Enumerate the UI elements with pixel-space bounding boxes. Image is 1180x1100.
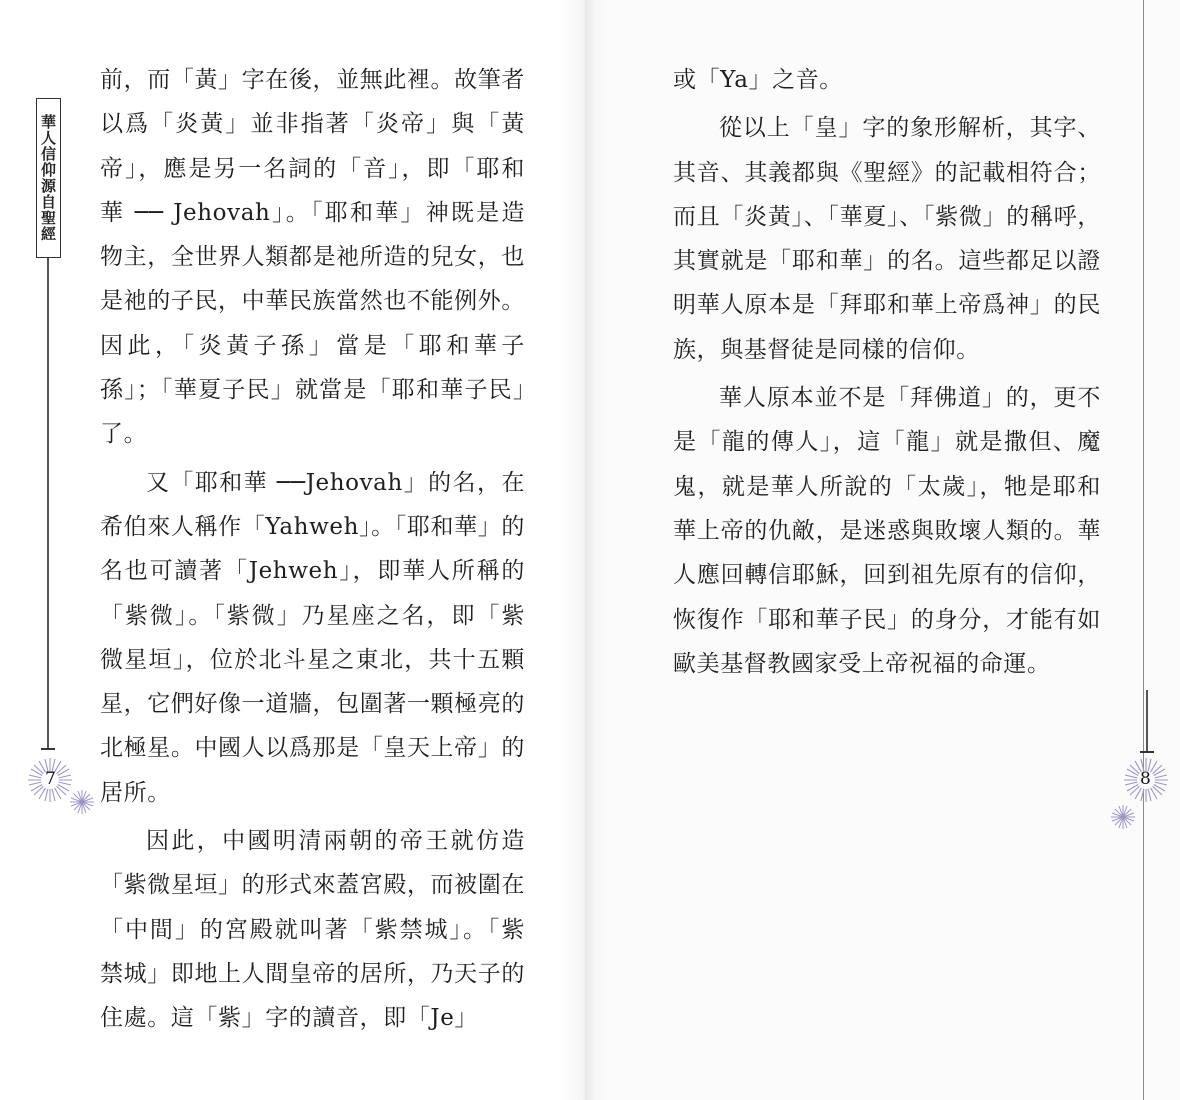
page-number-burst-right [1108,752,1180,842]
running-title: 華人信仰源自聖經 [39,114,57,242]
page-edge-line [1143,0,1144,1100]
paragraph: 因此，中國明清兩朝的帝王就仿造「紫微星垣」的形式來蓋宮殿，而被圍在「中間」的宮殿就叫著「紫禁城」。「紫禁城」即地上人間皇帝的居所，乃天子的住處。這「紫」字的讀音，即「Je」 [100,828,525,1032]
page-number-left: 7 [45,769,56,789]
margin-rule-left [47,258,49,750]
margin-tick-left [41,748,55,750]
paragraph: 前，而「黃」字在後，並無此裡。故筆者以爲「炎黃」並非指著「炎帝」與「黃帝」，應是另一名詞的「音」，即「耶和華 ── Jehovah」。「耶和華」神既是造物主，全世界人類都是祂所造的兒女，也是祂的子民，中華民族當然也不能例外。因此，「炎黃子孫」當是「耶和華子孫」；「華夏子民」就當是「耶和華子民」了。 [100,67,525,448]
margin-rule-right [1146,690,1148,752]
page-number-right: 8 [1140,769,1151,789]
paragraph: 或「Ya」之音。 [673,67,843,93]
page-number-burst-left [22,752,97,817]
gutter-shadow [560,0,610,1100]
right-page-body [673,58,1101,686]
running-title-box [36,98,61,258]
starburst-small-icon [1111,805,1135,829]
paragraph: 又「耶和華 ──Jehovah」的名，在希伯來人稱作「Yahweh」。「耶和華」的名也可讀著「Jehweh」，即華人所稱的「紫微」。「紫微」乃星座之名，即「紫微星垣」，位於北斗星之東北，共十五顆星，它們好像一道牆，包圍著一顆極亮的北極星。中國人以爲那是「皇天上帝」的居所。 [100,469,525,806]
paragraph: 華人原本並不是「拜佛道」的，更不是「龍的傳人」，這「龍」就是撒但、魔鬼，就是華人所說的「太歲」，牠是耶和華上帝的仇敵，是迷惑與敗壞人類的。華人應回轉信耶穌，回到祖先原有的信仰，恢復作「耶和華子民」的身分，才能有如歐美基督教國家受上帝祝福的命運。 [673,385,1101,677]
starburst-small-icon [70,790,94,814]
paragraph: 從以上「皇」字的象形解析，其字、其音、其義都與《聖經》的記載相符合；而且「炎黃」、「華夏」、「紫微」的稱呼，其實就是「耶和華」的名。這些都足以證明華人原本是「拜耶和華上帝爲神」的民族，與基督徒是同樣的信仰。 [673,115,1101,363]
left-page [0,0,585,1100]
left-page-body [100,58,525,1041]
